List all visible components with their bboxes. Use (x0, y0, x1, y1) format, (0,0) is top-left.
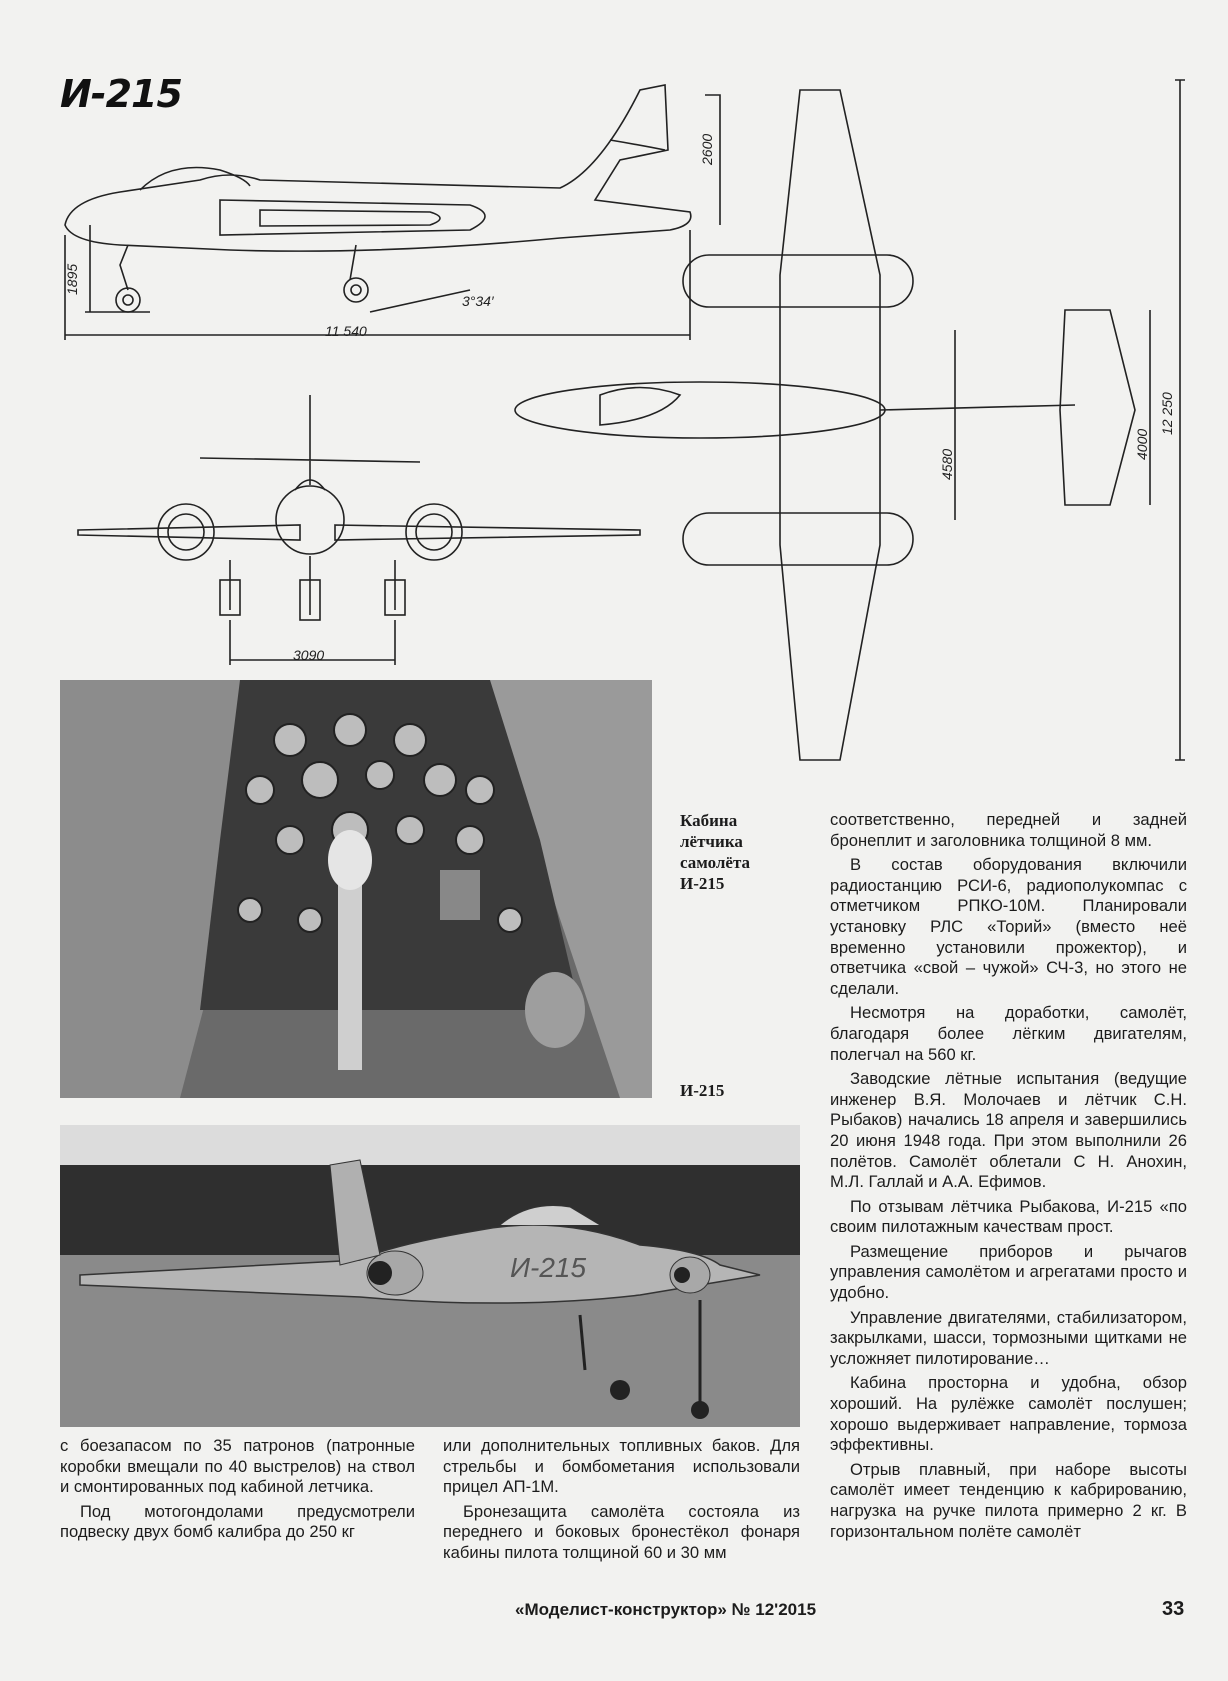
cockpit-caption (680, 810, 750, 894)
paragraph: Размещение приборов и рычагов управления самолётом и агрегатами просто и удобно. (830, 1241, 1187, 1303)
dim-length: 11 540 (325, 323, 367, 339)
caption-line: И-215 (680, 874, 725, 893)
paragraph: Несмотря на доработки, самолёт, благодаря более лёгким двигателям, полегчал на 560 кг. (830, 1003, 1187, 1064)
caption-line: Кабина (680, 811, 738, 830)
dim-angle: 3°34′ (462, 293, 494, 309)
text-column-middle (443, 1436, 800, 1568)
dim-fuselage-plan: 4580 (939, 448, 955, 480)
paragraph: соответственно, передней и задней бронеплит и заголовника толщиной 8 мм. (830, 810, 1187, 850)
paragraph: Бронезащита самолёта состояла из переднего и боковых бронестёкол фонаря кабины пилота толщиной 60 и 30 мм (443, 1501, 800, 1562)
article-title: И-215 (60, 72, 182, 116)
paragraph: Под мотогондолами предусмотрели подвеску двух бомб калибра до 250 кг (60, 1501, 415, 1542)
aircraft-caption: И-215 (680, 1081, 725, 1100)
paragraph: Отрыв плавный, при наборе высоты самолёт имеет тенденцию к кабрированию, нагрузка на ручке пилота примерно 2 кг. В горизонтальном полёте самолёт (830, 1459, 1187, 1541)
dim-span: 12 250 (1159, 392, 1175, 435)
text-column-right (830, 810, 1187, 1546)
dim-stab-span: 4000 (1134, 428, 1150, 460)
paragraph: В состав оборудования включили радиостанцию РСИ-6, радиополукомпас с отметчиком РПКО-10М. Планировали установку РЛС «Торий» (вместо неё временно установили прожектор), и ответчика «свой – чужой» СЧ-3, но этого не сделали. (830, 855, 1187, 998)
cockpit-photo (60, 680, 652, 1098)
paragraph: По отзывам лётчика Рыбакова, И-215 «по своим пилотажным качествам прост. (830, 1196, 1187, 1237)
caption-line: лётчика (680, 832, 743, 851)
page-number: 33 (1162, 1598, 1185, 1620)
magazine-name: «Моделист-конструктор» № 12'2015 (515, 1600, 817, 1619)
paragraph: Кабина просторна и удобна, обзор хороший. На рулёжке самолёт послушен; хорошо выдерживает направление, тормоза эффективны. (830, 1373, 1187, 1455)
aircraft-marking: И-215 (510, 1252, 587, 1283)
paragraph: Управление двигателями, стабилизатором, закрылками, шасси, тормозными щитками не усложняет пилотирование… (830, 1307, 1187, 1368)
caption-line: самолёта (680, 853, 751, 872)
paragraph: или дополнительных топливных баков. Для стрельбы и бомбометания использовали прицел АП-1М. (443, 1436, 800, 1497)
dim-tail-height: 2600 (699, 133, 715, 165)
dim-track: 3090 (293, 647, 325, 663)
aircraft-photo (60, 1125, 800, 1427)
paragraph: Заводские лётные испытания (ведущие инженер В.Я. Молочаев и лётчик С.Н. Рыбаков) начались 18 апреля и завершились 20 июня 1948 года. При этом выполнили 26 полётов. Самолёт облетали С Н. Анохин, М.Л. Галлай и А.А. Ефимов. (830, 1069, 1187, 1192)
paragraph: с боезапасом по 35 патронов (патронные коробки вмещали по 40 выстрелов) на ствол и смонтированных под кабиной летчика. (60, 1436, 415, 1497)
text-column-left (60, 1436, 415, 1547)
dim-height-side: 1895 (64, 263, 80, 295)
